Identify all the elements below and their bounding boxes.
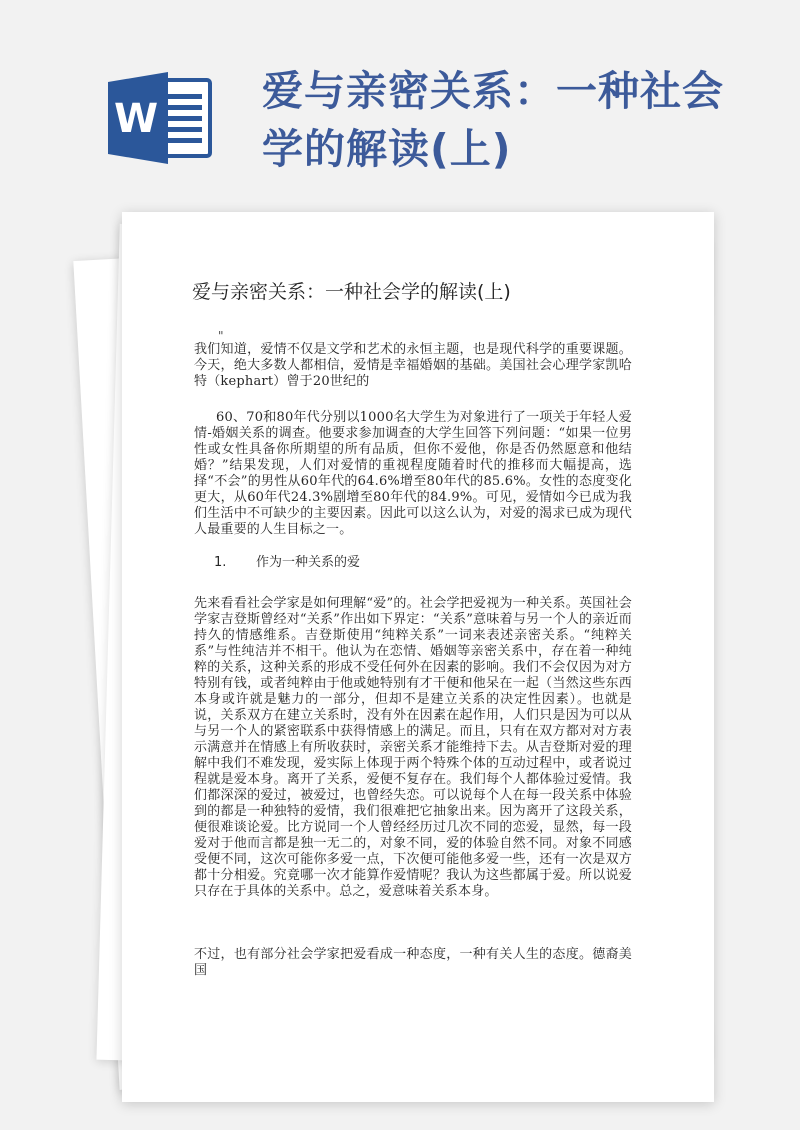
header-title: 爱与亲密关系：一种社会学的解读(上) (262, 67, 724, 173)
logo-letter: W (113, 96, 159, 142)
section-title: 作为一种关系的爱 (256, 555, 361, 570)
paragraph-3: 先来看看社会学家是如何理解“爱”的。社会学把爱视为一种关系。英国社会学家吉登斯曾经对“关系”作出如下界定：“关系”意味着与另一个人的亲近而持久的情感维系。吉登斯使用“纯粹关系”一词来表述亲密关系。“纯粹关系”与性纯洁并不相干。他认为在恋情、婚姻等亲密关系中，存在着一种纯粹的关系，这种关系的形成不受任何外在因素的影响。我们不会仅因为对方特别有钱，或者纯粹由于他或她特别有才干便和他呆在一起（当然这些东西本身或许就是魅力的一部分，但却不是建立关系的决定性因素）。也就是说，关系双方在建立关系时，没有外在因素在起作用，人们只是因为可以从与另一个人的紧密联系中获得情感上的满足。而且，只有在双方都对对方表示满意并在情感上有所收获时，亲密关系才能维持下去。从吉登斯对爱的理解中我们不难发现，爱实际上体现于两个特殊个体的互动过程中，或者说过程就是爱本身。离开了关系，爱便不复存在。我们每个人都体验过爱情。我们都深深的爱过，被爱过，也曾经失恋。可以说每个人在每一段关系中体验到的都是一种独特的爱情，我们很难把它抽象出来。因为离开了这段关系，便很难谈论爱。比方说同一个人曾经经历过几次不同的恋爱，显然，每一段爱对于他而言都是独一无二的，对象不同，爱的体验自然不同。对象不同感受便不同，这次可能你多爱一点，下次便可能他多爱一些，还有一次是双方都十分相爱。究竟哪一次才能算作爱情呢？我认为这些都属于爱。所以说爱只存在于具体的关系中。总之，爱意味着关系本身。 (194, 596, 632, 899)
document-title: 爱与亲密关系：一种社会学的解读(上) (192, 281, 511, 303)
paragraph-4: 不过，也有部分社会学家把爱看成一种态度，一种有关人生的态度。德裔美国 (194, 947, 632, 978)
section-heading (214, 551, 360, 570)
paragraph-2: 60、70和80年代分别以1000名大学生为对象进行了一项关于年轻人爱情-婚姻关系的调查。他要求参加调查的大学生回答下列问题：“如果一位男性或女性具备你所期望的所有品质，但你不爱他，你是否仍然愿意和他结婚？”结果发现，人们对爱情的重视程度随着时代的推移而大幅提高，选择“不会”的男性从60年代的64.6%增至80年代的85.6%。女性的态度变化更大，从60年代24.3%剧增至80年代的84.9%。可见，爱情如今已成为我们生活中不可缺少的主要因素。因此可以这么认为，对爱的渴求已成为现代人最重要的人生目标之一。 (194, 410, 632, 537)
document-page (122, 212, 714, 1102)
section-number: 1. (214, 555, 227, 570)
word-logo-icon (108, 70, 214, 166)
paragraph-1: 我们知道，爱情不仅是文学和艺术的永恒主题，也是现代科学的重要课题。今天，绝大多数人都相信，爱情是幸福婚姻的基础。美国社会心理学家凯哈特（kephart）曾于20世纪的 (194, 342, 632, 389)
quote-mark: " (218, 329, 224, 343)
